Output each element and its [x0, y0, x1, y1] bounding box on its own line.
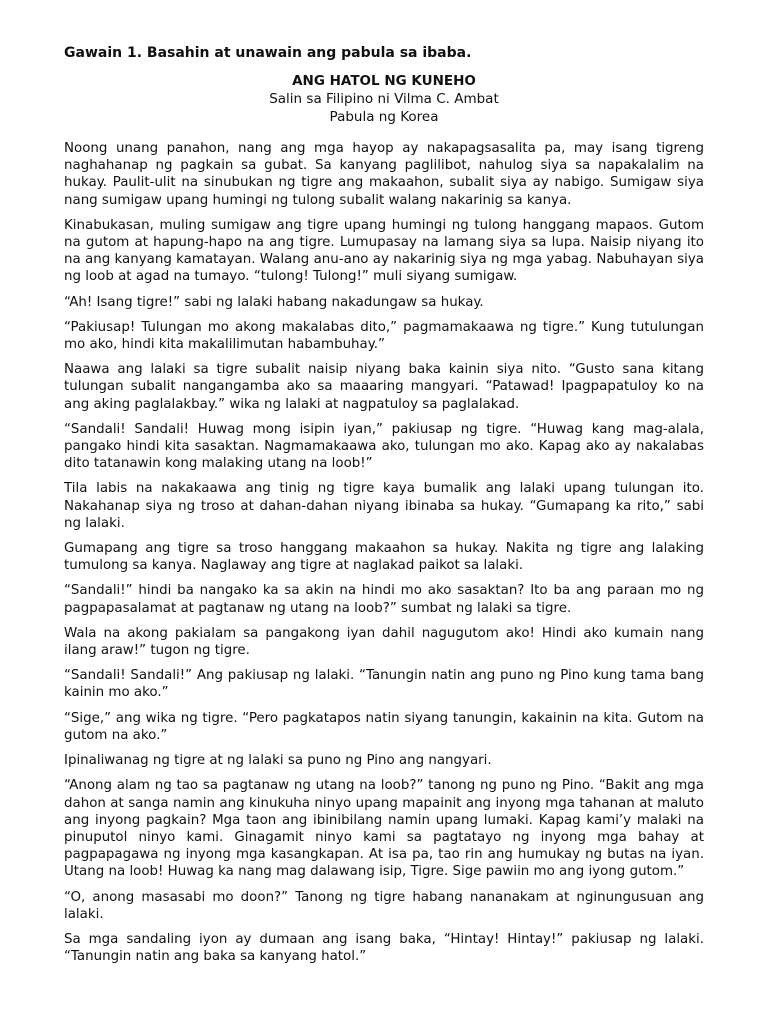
- translator-line: Salin sa Filipino ni Vilma C. Ambat: [269, 91, 499, 107]
- story-paragraph: “Sandali! Sandali!” Ang pakiusap ng lalaki. “Tanungin natin ang puno ng Pino kung tama bang kainin mo ako.”: [64, 668, 704, 701]
- story-paragraph: “Ah! Isang tigre!” sabi ng lalaki habang nakadungaw sa hukay.: [64, 294, 484, 310]
- story-paragraph: Naawa ang lalaki sa tigre subalit naisip niyang baka kainin siya nito. “Gusto sana kitang tulungan subalit nangangamba ako sa maaaring mangyari. “Patawad! Ipagpapatuloy ko na ang aking paglalakbay.” wika ng lalaki at nagpatuloy sa paglalakad.: [64, 362, 704, 412]
- story-paragraph: Gumapang ang tigre sa troso hanggang makaahon sa hukay. Nakita ng tigre ang lalaking tumulong sa kanya. Naglaway ang tigre at naglakad paikot sa lalaki.: [64, 541, 704, 574]
- story-paragraph: “Sandali! Sandali! Huwag mong isipin iyan,” pakiusap ng tigre. “Huwag kang mag-alala, pangako hindi kita sasaktan. Nagmamakaawa ako, tulungan mo ako. Kapag ako ay nakalabas dito tatanawin kong malaking utang na loob!”: [64, 421, 704, 472]
- story-paragraph: “Sige,” ang wika ng tigre. “Pero pagkatapos natin siyang tanungin, kakainin na kita. Gutom na gutom na ako.”: [64, 710, 704, 743]
- story-paragraph: “Anong alam ng tao sa pagtanaw ng utang na loob?” tanong ng puno ng Pino. “Bakit ang mga dahon at sanga namin ang kinukuha ninyo upang mapainit ang inyong mga tahanan at maluto ang inyong pagkain? Mga taon ang ibinibilang namin upang lumaki. Kapag kami’y malaki na pinuputol ninyo kami. Ginagamit ninyo kami sa pagtatayo ng inyong mga bahay at pagpapagawa ng inyong mga kasangkapan. At isa pa, tao rin ang humukay ng butas na iyan. Utang na loob! Huwag ka nang mag dalawang isip, Tigre. Sige pawiin mo ang iyong gutom.”: [64, 778, 704, 880]
- story-paragraph: Tila labis na nakakaawa ang tinig ng tigre kaya bumalik ang lalaki upang tulungan ito. Nakahanap siya ng troso at dahan-dahan niyang ibinaba sa hukay. “Gumapang ka rito,” sabi ng lalaki.: [64, 481, 704, 531]
- task-heading: Gawain 1. Basahin at unawain ang pabula sa ibaba.: [64, 45, 472, 61]
- story-paragraph: “O, anong masasabi mo doon?” Tanong ng tigre habang nananakam at nginungusuan ang lalaki.: [64, 889, 704, 922]
- origin-line: Pabula ng Korea: [329, 109, 439, 125]
- story-paragraph: Sa mga sandaling iyon ay dumaan ang isang baka, “Hintay! Hintay!” pakiusap ng lalaki. “Tanungin natin ang baka sa kanyang hatol.”: [64, 931, 704, 965]
- story-title: ANG HATOL NG KUNEHO: [292, 73, 476, 89]
- story-paragraph: Wala na akong pakialam sa pangakong iyan dahil nagugutom ako! Hindi ako kumain nang ilang araw!” tugon ng tigre.: [64, 625, 704, 659]
- story-paragraph: Ipinaliwanag ng tigre at ng lalaki sa puno ng Pino ang nangyari.: [64, 753, 492, 769]
- story-body: [64, 140, 704, 965]
- story-paragraph: Noong unang panahon, nang ang mga hayop ay nakapagsasalita pa, may isang tigreng naghahanap ng pagkain sa gubat. Sa kanyang paglilibot, nahulog siya sa napakalalim na hukay. Paulit-ulit na sinubukan ng tigre ang makaahon, subalit siya ay nabigo. Sumigaw siya nang sumigaw upang humingi ng tulong subalit walang nakarinig sa kanya.: [64, 141, 704, 208]
- story-paragraph: “Sandali!” hindi ba nangako ka sa akin na hindi mo ako sasaktan? Ito ba ang paraan mo ng pagpapasalamat at pagtanaw ng utang na loob?” sumbat ng lalaki sa tigre.: [64, 583, 704, 616]
- story-paragraph: “Pakiusap! Tulungan mo akong makalabas dito,” pagmamakaawa ng tigre.” Kung tutulungan mo ako, hindi kita makalilimutan habambuhay.”: [64, 319, 704, 353]
- story-paragraph: Kinabukasan, muling sumigaw ang tigre upang humingi ng tulong hanggang mapaos. Gutom na gutom at hapung-hapo na ang tigre. Lumupasay na lamang siya sa lupa. Naisip niyang ito na ang kanyang kamatayan. Walang anu-ano ay nakarinig siya ng mga yabag. Nabuhayan siya ng loob at agad na tumayo. “tulong! Tulong!” muli siyang sumigaw.: [64, 217, 704, 285]
